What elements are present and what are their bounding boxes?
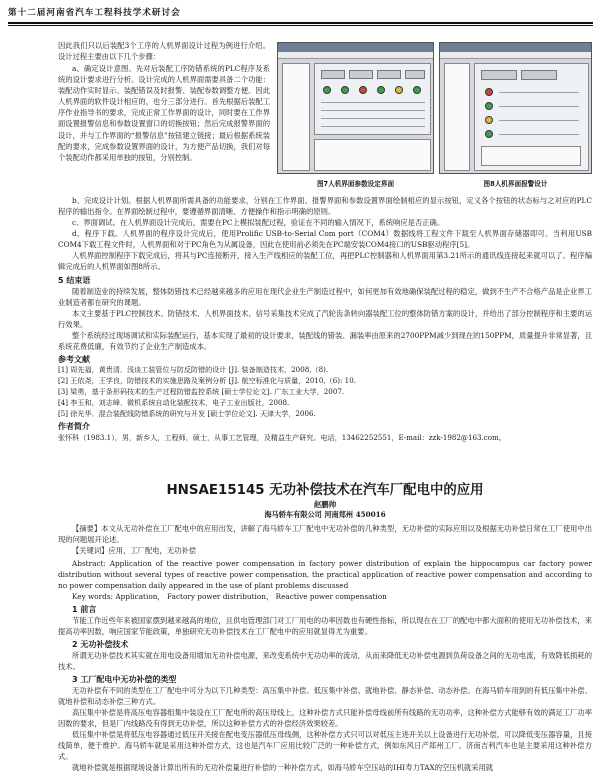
- conclusion-paragraph: 整个系统经过现场调试和实际装配运行，基本实现了最初的设计要求，装配线的错装、漏装率由原来的2700PPM减少到现在的150PPM，质量提升非常显著，且系统花费低廉，有效节约了企业生产制造成本。: [58, 331, 592, 352]
- fig7-indicator-lamp: [359, 86, 367, 94]
- references-heading: 参考文献: [58, 355, 90, 364]
- fig7-indicator-lamp: [377, 86, 385, 94]
- step-c-paragraph: c、界面调试。在人机界面设计完成后，需要在PC上模拟装配过程，验证在不同的输入情况下，系统响应是否正确。: [72, 218, 445, 227]
- download-paragraph: 人机界面控制程序下载完成后，将其与PC连接断开，接入生产线相应的装配工位，再把PLC控制器和人机界面用第3.21所示的通讯线连接起来就可以了。程序编辑完成后的人机界面如图8所示。: [58, 251, 592, 272]
- fig8-alarm-lamp: [485, 88, 493, 96]
- section-2-heading: 2 无功补偿技术: [72, 640, 129, 649]
- figure-7-hmi-parameter-screen: [277, 42, 434, 174]
- author-bio-text: 张怀科（1983.1），男，新乡人，工程师，硕士，从事工艺管理，及精益生产研究。电话，13462252551，E-mail：zzk-1982@163.com。: [58, 433, 506, 442]
- reference-item: [2] 王依尧，王学良，防错技术的实施思路及案例分析 [J]. 航空标准化与质量，2010,（6): 10.: [58, 376, 356, 385]
- article-affiliation: 海马轿车有限公司 河南郑州 450016: [264, 510, 386, 519]
- fig7-window-title-bar: [278, 43, 433, 52]
- reference-item: [4] 李玉和，刘志峰．微机系统自动化装配技术．电子工业出版社，2008.: [58, 398, 290, 407]
- fig8-message-box: [481, 146, 581, 166]
- fig8-alarm-row: [499, 106, 579, 107]
- conclusion-heading: 5 结束语: [58, 276, 91, 285]
- fig7-canvas: [314, 63, 431, 135]
- fig7-indicator-lamp: [395, 86, 403, 94]
- fig8-tool-panel: [444, 63, 470, 171]
- conclusion-paragraph: 随着制造业的持续发展，整体防错技术已经越来越多的应用在现代企业生产制造过程中，如何更加有效地确保装配过程的稳定，做到不生产不合格产品是企业界工业制造者都在研究的课题。: [58, 287, 592, 308]
- step-d-paragraph: d、程序下载。人机界面的程序设计完成后，使用Prolific USB-to-Serial Com port（COM4）数据线将工程文件下载至人机界面存储器即可。当利用USB COM4下载工程文件时，人机界面和对于PC角色为从属设备，因此在使用前必须先在PC端安装COM4接口的USB驱动程序[5]。: [58, 229, 592, 250]
- fig7-indicator-lamp: [341, 86, 349, 94]
- section-1-heading: 1 前言: [72, 605, 97, 614]
- fig8-alarm-row: [499, 134, 579, 135]
- section-2-text: 所谓无功补偿技术其实就在用电设备用增加无功补偿电源，来改变系统中无功功率的流动，从而来降低无功补偿电源到负荷设备之间的无功电流，有效降低损耗的技术。: [58, 651, 592, 672]
- keywords-en: Key words: Application， Factory power distribution， Reactive power compensation: [72, 592, 387, 601]
- left-column-step-a: a、确定设计意图。先对后装配工序防错系统的PLC程序及系统的设计要求进行分析。设计完成的人机界面需要具备二个功能：装配动作实时显示、装配错误及时报警、装配参数调整方便。因此人机界面的软件设计相应的，也分三部分进行。首先根据后装配工序作业指导书的要求，完成正常工作界面的设计，同时要在工作界面设置报警信息和参数设置窗口的切换按钮；然后完成报警界面的设计，并与工作界面的“报警信息”按钮建立链接；最后根据系统装配的要求，完成参数设置界面的设计，为方便产品切换，我们对每个装配动作都采用单独的按钮，分别控制。: [58, 64, 270, 162]
- abstract-en: Abstract: Application of the reactive power compensation in factory power distribution of explain the hippocampus car factory power distribution without several types of reactive power compensation, the practical application of reactive power compensation and according to no power compensation daily appeared in the use of plant problems discussed: [58, 559, 592, 591]
- running-header: 第十二届河南省汽车工程科技学术研讨会: [8, 8, 181, 18]
- fig8-alarm-row: [499, 120, 579, 121]
- fig8-window-title-bar: [440, 43, 591, 52]
- section-3-low-voltage: 低压集中补偿是将低压电容器通过低压开关接在配电变压器低压母线侧，这种补偿方式只可以对低压主进开关以上设备进行无功补偿，可以降低变压器容量，且接线简单，便于维护。海马轿车就是采用这种补偿方式，这也是汽车厂应用比较广泛的一种补偿方式，例如东风日产郑州工厂、济南吉利汽车也是主要采用这种补偿方式。: [58, 730, 592, 762]
- fig7-indicator-lamp: [323, 86, 331, 94]
- article-title: HNSAE15145 无功补偿技术在汽车厂配电中的应用: [166, 483, 484, 498]
- fig8-menu-bar: [440, 52, 591, 59]
- fig7-button: [405, 70, 425, 79]
- fig7-divider: [321, 110, 425, 111]
- fig7-divider: [321, 102, 425, 103]
- section-1-text: 节能工作近些年来被国家摆到越来越高的地位，且供电管理部门对工厂用电的功率因数也有硬性指标，所以现在在工厂的配电中都大面积的使用无功补偿技术，来提高功率因数，响应国家节能政策，单独研究无功补偿技术在工厂配电中的应用就显得尤为重要。: [58, 616, 592, 637]
- fig7-button: [321, 70, 345, 79]
- step-b-paragraph: b、完成设计计划。根据人机界面所需具备的功能要求，分别在工作界面、报警界面和参数设置界面绘制相应的显示按钮，定义各个按钮的状态标与之对应的PLC程序的输出指令。在界面绘制过程中，要遵循界面清晰、方便操作和指示明确的原则。: [58, 196, 592, 217]
- fig7-tool-panel: [282, 63, 310, 171]
- figure-7-caption: 图7人机界面参数设定界面: [316, 180, 395, 188]
- author-bio-heading: 作者简介: [58, 422, 90, 431]
- fig7-button: [349, 70, 373, 79]
- fig8-alarm-row: [499, 92, 579, 93]
- section-3-heading: 3 工厂配电中无功补偿的类型: [72, 675, 177, 684]
- fig8-alarm-lamp: [485, 102, 493, 110]
- fig8-button: [481, 70, 517, 80]
- figure-8-caption: 图8人机界面报警设计: [483, 180, 548, 188]
- fig8-button: [521, 70, 557, 80]
- fig8-alarm-lamp: [485, 130, 493, 138]
- fig8-alarm-lamp: [485, 116, 493, 124]
- reference-item: [3] 梁勇，基于条形码技术的生产过程防错监控系统 [硕士学位论文]. 广东工业大学，2007.: [58, 387, 345, 396]
- reference-item: [5] 徐光华．混合装配线防错系统的研究与开发 [硕士学位论文]. 天津大学，2006.: [58, 409, 316, 418]
- fig7-button: [377, 70, 401, 79]
- section-3-text: 无功补偿有不同的类型在工厂配电中可分为以下几种类型：高压集中补偿、低压集中补偿、就地补偿、静态补偿、动态补偿。在海马轿车用到的有低压集中补偿、就地补偿和动态补偿三种方式。: [58, 686, 592, 707]
- header-rule-thin: [8, 25, 593, 26]
- keywords-cn: 【关键词】应用，工厂配电，无功补偿: [72, 546, 197, 555]
- fig7-divider: [321, 126, 425, 127]
- fig7-output-panel: [314, 139, 431, 171]
- conclusion-paragraph: 本文主要基于PLC控制技术、防错技术、人机界面技术、信号采集技术完成了汽轮齿条转向器装配工位的整体防错方案的设计，并给出了部分控制程序和主要的运行效果。: [58, 309, 592, 330]
- fig7-indicator-lamp: [413, 86, 421, 94]
- figure-8-hmi-alarm-screen: [439, 42, 592, 174]
- section-3-high-voltage: 高压集中补偿是将高压电容器组集中装设在工厂配电所的高压母线上，这种补偿方式只能补偿母线前所有线路的无功功率，这种补偿方式能够有效的满足工厂功率因数的要求，但是厂内线路没有得到无功补偿，所以这种补偿方式的补偿经济效果较差。: [58, 708, 592, 729]
- left-column-intro: 因此我们只以后装配3个工序的人机界面设计过程为例进行介绍。设计过程主要由以下几个步骤：: [58, 41, 270, 62]
- fig8-canvas: [474, 63, 589, 171]
- header-rule: [8, 22, 593, 24]
- article-author: 赵鹏帅: [313, 500, 337, 509]
- fig7-divider: [321, 118, 425, 119]
- reference-item: [1] 周先福，黄贵清．浅谈工装管位与防反防错的设计 [J]. 装备制造技术，2008,（8).: [58, 365, 329, 374]
- section-3-local: 就地补偿就是根据现场设备计算出所有的无功补偿量进行补偿的一种补偿方式，如海马轿车空压站的IHI寿力TAX的空压机就采用就: [72, 763, 494, 772]
- abstract-cn: 【摘要】本文从无功补偿在工厂配电中的应用出发，讲解了海马轿车工厂配电中无功补偿的几种类型，无功补偿的实际应用以及根据无功补偿日常在工厂使用中出现的问题展开论述。: [58, 524, 592, 545]
- fig7-menu-bar: [278, 52, 433, 59]
